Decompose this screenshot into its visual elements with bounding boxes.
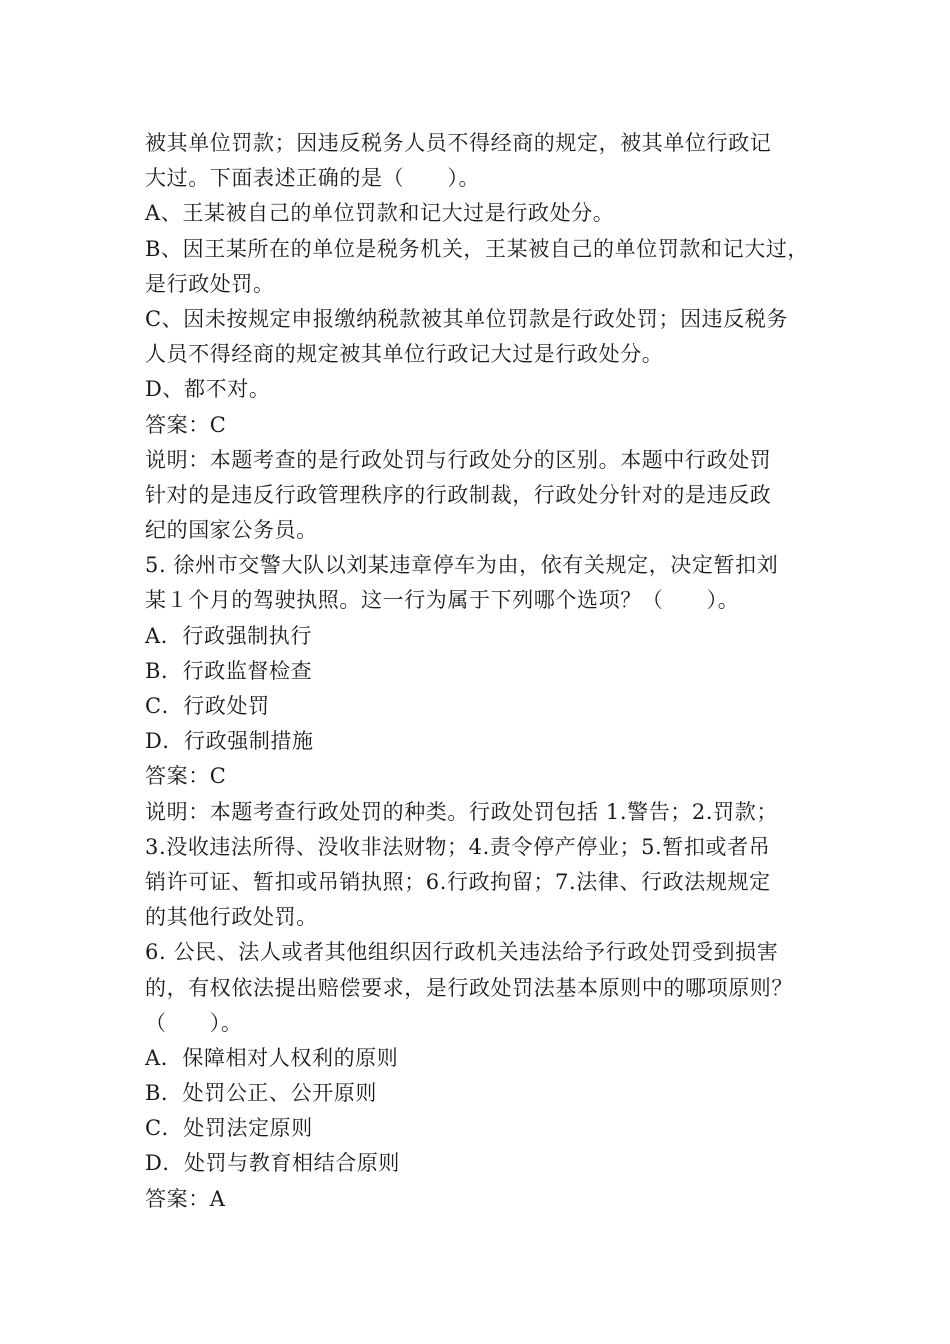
q5-option-a: A．行政强制执行 <box>145 623 312 648</box>
q5-stem-line: 某１个月的驾驶执照。这一行为属于下列哪个选项？（ ）。 <box>145 588 740 613</box>
q5-explanation-line: 的其他行政处罚。 <box>145 905 318 930</box>
q5-option-b: B．行政监督检查 <box>145 658 313 683</box>
q5-explanation-line: 说明：本题考查行政处罚的种类。行政处罚包括 1.警告；2.罚款； <box>145 799 778 824</box>
q6-option-c: C．处罚法定原则 <box>145 1116 313 1141</box>
document-body <box>145 126 825 1217</box>
q4-stem-line: 大过。下面表述正确的是（ ）。 <box>145 166 481 191</box>
q6-stem-line: 的，有权依法提出赔偿要求，是行政处罚法基本原则中的哪项原则？ <box>145 975 793 1000</box>
q4-option-c: C、因未按规定申报缴纳税款被其单位罚款是行政处罚；因违反税务 <box>145 306 789 331</box>
q4-option-b-cont: 是行政处罚。 <box>145 271 275 296</box>
q4-answer: 答案：C <box>145 412 227 437</box>
q5-explanation-line: 3.没收违法所得、没收非法财物；4.责令停产停业；5.暂扣或者吊 <box>145 834 771 859</box>
q5-option-d: D．行政强制措施 <box>145 729 314 754</box>
q5-stem-line: 5. 徐州市交警大队以刘某违章停车为由，依有关规定，决定暂扣刘 <box>145 553 779 578</box>
q6-answer: 答案：A <box>145 1186 226 1211</box>
q5-answer: 答案：C <box>145 764 227 789</box>
q4-explanation-line: 针对的是违反行政管理秩序的行政制裁，行政处分针对的是违反政 <box>145 482 772 507</box>
q4-option-d: D、都不对。 <box>145 377 271 402</box>
q4-stem-line: 被其单位罚款；因违反税务人员不得经商的规定，被其单位行政记 <box>145 131 772 155</box>
q5-option-c: C．行政处罚 <box>145 694 270 718</box>
q6-stem-line: 6. 公民、法人或者其他组织因行政机关违法给予行政处罚受到损害 <box>145 940 779 965</box>
q5-explanation-line: 销许可证、暂扣或吊销执照；6.行政拘留；7.法律、行政法规规定 <box>145 869 771 894</box>
q4-option-c-cont: 人员不得经商的规定被其单位行政记大过是行政处分。 <box>145 342 664 367</box>
q6-option-b: B．处罚公正、公开原则 <box>145 1081 378 1106</box>
q4-explanation-line: 说明：本题考查的是行政处罚与行政处分的区别。本题中行政处罚 <box>145 447 772 472</box>
q6-option-d: D．处罚与教育相结合原则 <box>145 1151 401 1176</box>
q4-option-b: B、因王某所在的单位是税务机关，王某被自己的单位罚款和记大过， <box>145 236 810 261</box>
q4-explanation-line: 纪的国家公务员。 <box>145 518 318 543</box>
q4-option-a: A、王某被自己的单位罚款和记大过是行政处分。 <box>145 201 615 226</box>
q6-stem-line: （ ）。 <box>145 1010 243 1035</box>
q6-option-a: A．保障相对人权利的原则 <box>145 1045 399 1070</box>
